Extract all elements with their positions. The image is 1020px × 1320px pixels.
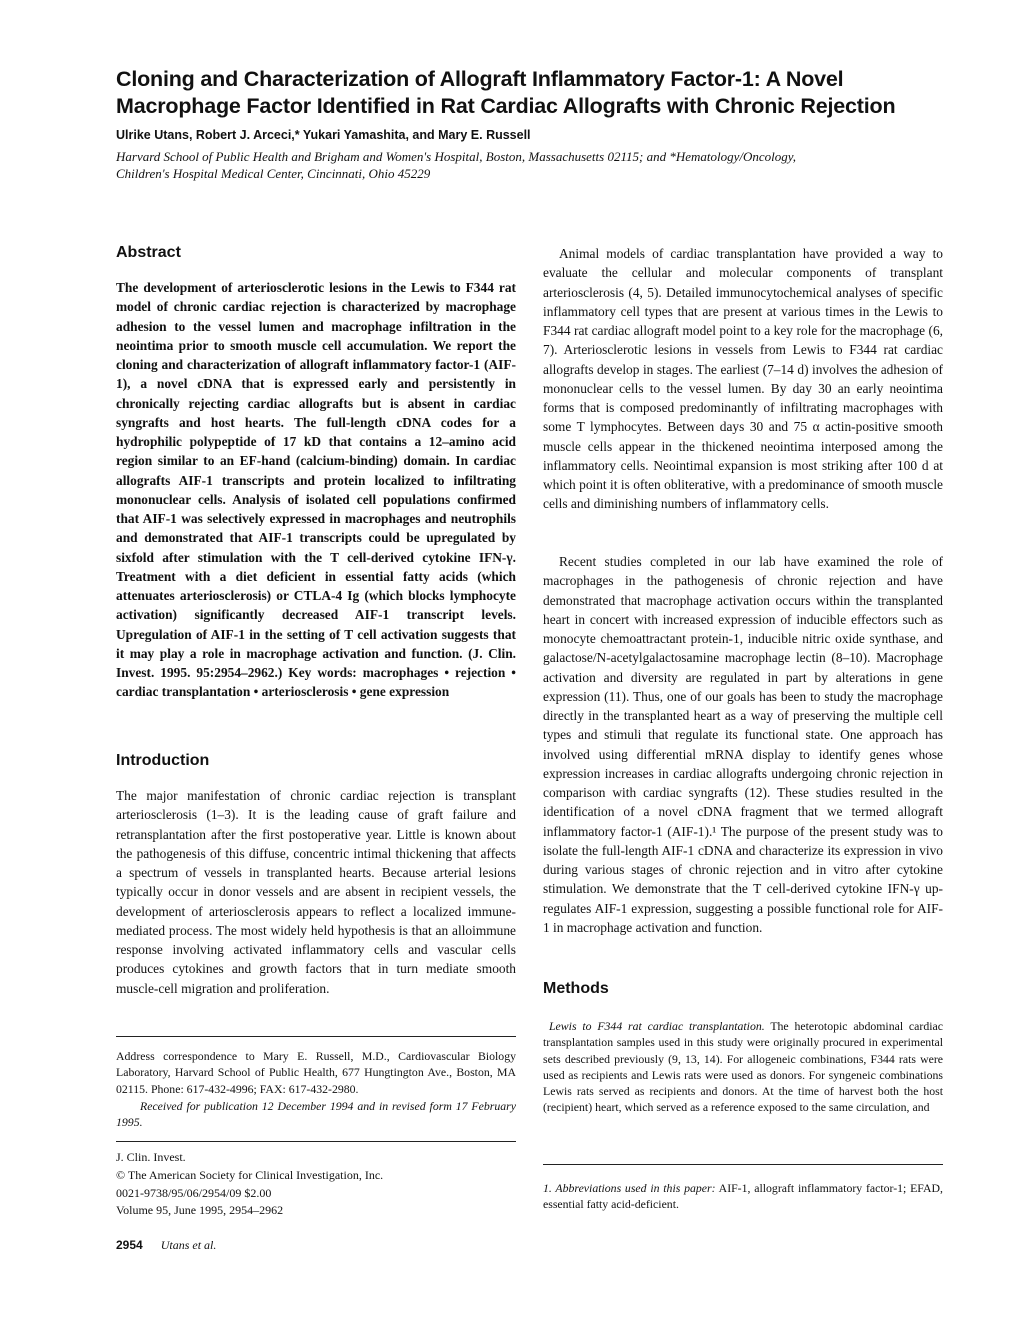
title-line-2: Macrophage Factor Identified in Rat Cardiac Allografts with Chronic Rejection (116, 94, 896, 118)
correspondence-divider (116, 1036, 516, 1037)
running-head: Utans et al. (160, 1238, 217, 1252)
copyright-line: © The American Society for Clinical Investigation, Inc. (116, 1167, 384, 1182)
methods-heading: Methods (543, 980, 609, 997)
methods-subheading: Lewis to F344 rat cardiac transplantation. (549, 1019, 765, 1033)
volume-line: Volume 95, June 1995, 2954–2962 (116, 1203, 284, 1218)
abstract-keywords: Key words: macrophages • rejection • cardiac transplantation • arteriosclerosis • gene expression (116, 665, 516, 700)
pubinfo-divider (116, 1141, 516, 1142)
affiliation-line-2: Children's Hospital Medical Center, Cincinnati, Ohio 45229 (116, 166, 431, 181)
methods-paragraph (543, 1018, 943, 1116)
page-number: 2954 (116, 1238, 143, 1252)
footnote-label: 1. Abbreviations used in this paper: (543, 1181, 716, 1195)
affiliation-line-1: Harvard School of Public Health and Brigham and Women's Hospital, Boston, Massachusetts 02115; and *Hematology/Oncology, (116, 149, 797, 164)
abstract-text: The development of arteriosclerotic lesions in the Lewis to F344 rat model of chronic cardiac rejection is characterized by macrophage adhesion to the vessel lumen and macrophage infiltration in the neointima prior to smooth muscle cell accumulation. We report the cloning and characterization of allograft inflammatory factor-1 (AIF-1), a novel cDNA that is expressed early and persistently in chronically rejecting cardiac allografts but is absent in cardiac syngrafts and host hearts. The full-length cDNA codes for a hydrophilic polypeptide of 17 kD that contains a 12–amino acid region similar to an EF-hand (calcium-binding) domain. In cardiac allografts AIF-1 transcripts and protein localized to infiltrating mononuclear cells. Analysis of isolated cell populations confirmed that AIF-1 was selectively expressed in macrophages and neutrophils and demonstrated that AIF-1 transcripts could be upregulated by sixfold after stimulation with the T cell-derived cytokine IFN-γ. Treatment with a diet deficient in essential fatty acids (which attenuates arteriosclerosis) or CTLA-4 Ig (which blocks lymphocyte activation) significantly decreased AIF-1 transcript levels. Upregulation of AIF-1 in the setting of T cell activation suggests that it may play a role in macrophage activation and function. (116, 280, 516, 661)
title-line-1: Cloning and Characterization of Allograft Inflammatory Factor-1: A Novel (116, 67, 844, 91)
article-code: 0021-9738/95/06/2954/09 $2.00 (116, 1185, 272, 1200)
footnote-1 (543, 1180, 943, 1213)
page-footer (116, 1238, 216, 1253)
publication-info (116, 1149, 383, 1220)
abstract-body (116, 278, 516, 702)
correspondence-address: Address correspondence to Mary E. Russell, M.D., Cardiovascular Biology Laboratory, Harvard School of Public Health, 677 Hungtington Ave., Boston, MA 02115. Phone: 617-432-4996; FAX: 617-432-2980. (116, 1049, 516, 1096)
journal-name: J. Clin. Invest. (116, 1150, 186, 1164)
introduction-heading: Introduction (116, 752, 210, 769)
footnote-text: AIF-1, allograft inflammatory factor-1; EFAD, essential fatty acid-deficient. (543, 1181, 943, 1212)
received-date: Received for publication 12 December 1994 and in revised form 17 February 1995. (116, 1099, 516, 1130)
author-list: Ulrike Utans, Robert J. Arceci,* Yukari Yamashita, and Mary E. Russell (116, 128, 531, 142)
abstract-heading: Abstract (116, 244, 181, 261)
abstract-citation: (J. Clin. Invest. 1995. 95:2954–2962.) (116, 645, 517, 680)
affiliation (116, 148, 976, 182)
introduction-paragraph-1: The major manifestation of chronic cardiac rejection is transplant arteriosclerosis (1–3). It is the leading cause of graft failure and retransplantation after the first postoperative year. Little is known about the pathogenesis of this diffuse, concentric intimal thickening that affects a spectrum of vessels in transplanted hearts. Because arterial lesions typically occur in donor vessels and are absent in recipient vessels, the development of arteriosclerosis appears to reflect a localized immune-mediated process. The most widely held hypothesis is that an alloimmune response involving activated inflammatory cells and vascular cells produces cytokines and growth factors that in turn mediate smooth muscle-cell migration and proliferation. (116, 788, 516, 996)
methods-text: The heterotopic abdominal cardiac transplantation samples used in this study were originally procured in experimental sets described previously (9, 13, 14). For allogeneic combinations, F344 rats were used as recipients and Lewis rats were used as donors. For syngeneic combinations Lewis rats served as recipients and donors. At the time of harvest both the host (recipient) heart, which served as a reference exposed to the same circulation, and (543, 1019, 943, 1115)
right-paragraph-2: Recent studies completed in our lab have examined the role of macrophages in the pathogenesis of chronic rejection and have demonstrated that macrophage activation occurs within the transplanted heart in concert with increased expression of inducible effectors such as monocyte chemoattractant protein-1, inducible nitric oxide synthase, and galactose/N-acetylgalactosamine macrophage lectin (8–10). Macrophage activation and diversity are regulated in part by alterations in gene expression (11). Thus, one of our goals has been to study the macrophage directly in the transplanted heart as a way of preserving the multiple cell types and stimuli that regulate its functional state. One approach has involved using differential mRNA display to identify genes whose expression increases in cardiac allografts undergoing chronic rejection in comparison with cardiac syngrafts (12). These studies resulted in the identification of a novel cDNA fragment that we termed allograft inflammatory factor-1 (AIF-1).¹ The purpose of the present study was to isolate the full-length AIF-1 cDNA and characterize its expression in vivo during various stages of chronic rejection and in vitro after cytokine stimulation. We demonstrate that the T cell-derived cytokine IFN-γ up-regulates AIF-1 expression, suggesting a possible functional role for AIF-1 in macrophage activation and function. (543, 554, 943, 935)
article-title (116, 66, 956, 120)
footnote-divider (543, 1164, 943, 1165)
right-paragraph-1: Animal models of cardiac transplantation have provided a way to evaluate the cellular and molecular components of transplant arteriosclerosis (4, 5). Detailed immunocytochemical analyses of specific inflammatory cell types that are present at various times in the Lewis to F344 rat cardiac allograft model point to a key role for the macrophage (6, 7). Arteriosclerotic lesions in vessels from Lewis to F344 rat cardiac allografts develop in stages. The earliest (7–14 d) involves the adhesion of mononuclear cells to the vessel lumen. By day 30 an early neointima forms that is composed predominantly of infiltrating macrophages with some T lymphocytes. Between days 30 and 75 α actin-positive smooth muscle cells appear in the thickened neointima interposed among the inflammatory cells. Neointimal expansion is most striking after 100 d at which point it is often obliterative, with a predominance of smooth muscle cells and diminishing numbers of inflammatory cells. (543, 246, 943, 512)
